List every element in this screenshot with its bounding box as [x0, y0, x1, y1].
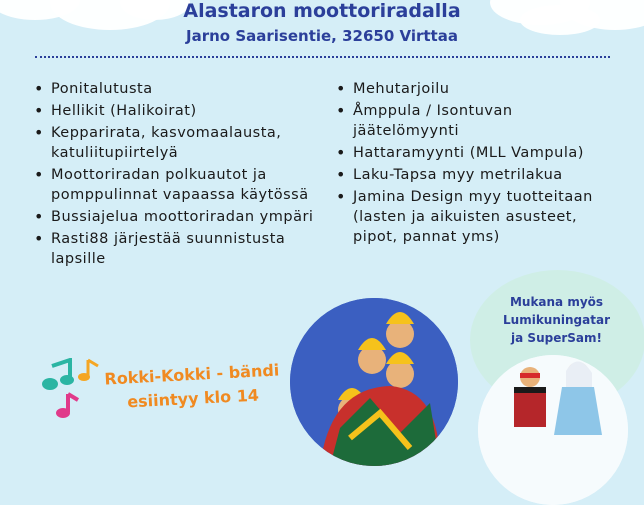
guests-announcement	[474, 293, 639, 347]
band-announcement	[99, 358, 286, 416]
band-line-1: Rokki-Kokki - bändi	[103, 360, 280, 389]
list-item: • Mehutarjoilu	[336, 79, 606, 99]
list-item: • Moottoriradan polkuautot ja pomppulinnat vapaassa käytössä	[34, 165, 334, 205]
list-item: • Laku-Tapsa myy metrilakua	[336, 165, 606, 185]
list-item: • Jamina Design myy tuotteitaan (lasten ja aikuisten asusteet, pipot, pannat yms)	[336, 187, 606, 247]
guests-line-2: Lumikuningatar	[503, 313, 610, 327]
page-title: Alastaron moottoriradalla	[183, 0, 461, 22]
list-item: • Ponitalutusta	[34, 79, 334, 99]
music-note-icon	[40, 358, 100, 426]
band-photo	[290, 298, 458, 466]
guests-line-1: Mukana myös	[509, 295, 604, 309]
list-item: • Åmppula / Isontuvan jäätelömyynti	[336, 101, 606, 141]
divider	[35, 56, 610, 58]
list-item: • Hellikit (Halikoirat)	[34, 101, 334, 121]
event-address: Jarno Saarisentie, 32650 Virttaa	[186, 27, 458, 45]
activity-list-left	[34, 79, 334, 271]
band-line-2: esiintyy klo 14	[126, 385, 260, 412]
activity-list-right	[336, 79, 606, 249]
guests-photo	[478, 355, 628, 505]
guests-line-3: ja SuperSam!	[511, 331, 602, 345]
list-item: • Hattaramyynti (MLL Vampula)	[336, 143, 606, 163]
list-item: • Bussiajelua moottoriradan ympäri	[34, 207, 334, 227]
list-item: • Kepparirata, kasvomaalausta, katuliitupiirtelyä	[34, 123, 334, 163]
list-item: • Rasti88 järjestää suunnistusta lapsille	[34, 229, 334, 269]
